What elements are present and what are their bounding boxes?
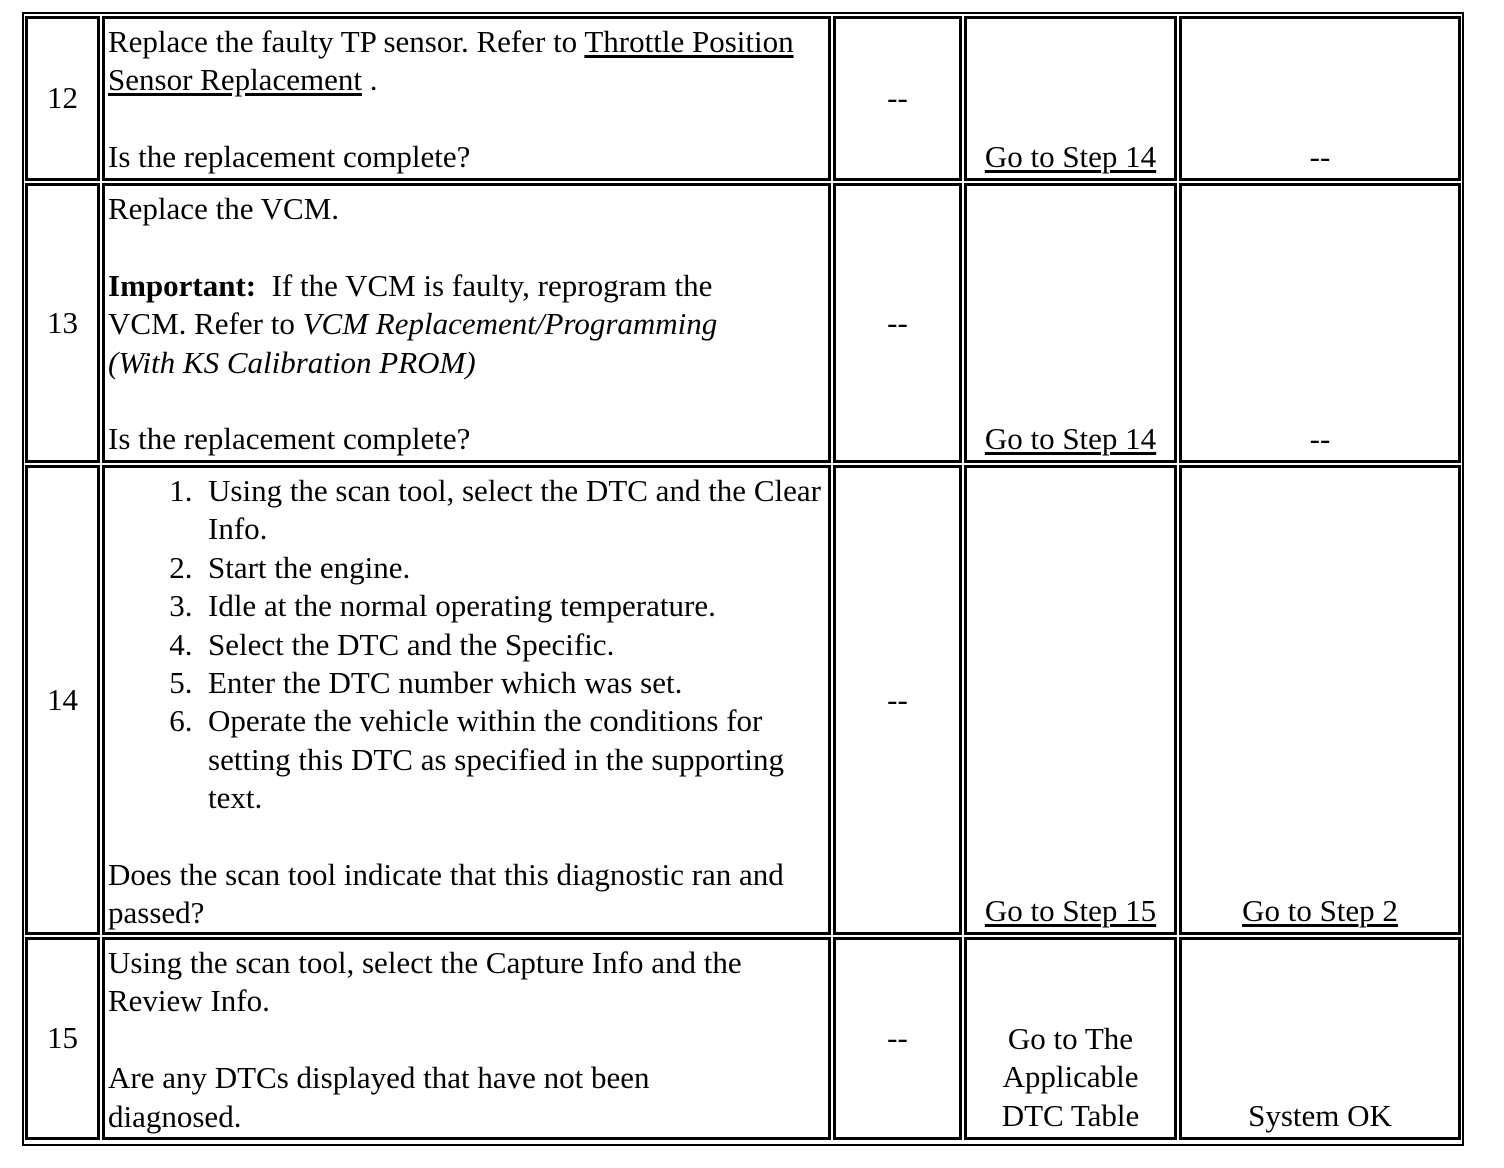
yes-cell — [964, 16, 1177, 181]
yes-text-line: Applicable — [1002, 1059, 1139, 1095]
step-question: Is the replacement complete? — [108, 421, 471, 457]
step-number-text: 13 — [47, 304, 78, 340]
step-question: Are any DTCs displayed that have not been diagnosed. — [108, 1060, 650, 1134]
dtc-table-reference — [1002, 1020, 1140, 1135]
no-cell — [1179, 937, 1461, 1140]
step-number — [25, 183, 100, 463]
yes-cell — [964, 465, 1177, 935]
step-description — [102, 183, 831, 463]
description-text: Replace the faulty TP sensor. Refer to — [108, 24, 585, 59]
list-item: 1. Using the scan tool, select the DTC and the Clear Info. — [208, 472, 828, 549]
description-text: . — [361, 62, 378, 98]
value-text: -- — [887, 304, 908, 340]
procedure-list — [108, 472, 828, 818]
step-question: Is the replacement complete? — [108, 139, 471, 175]
step-description — [102, 465, 831, 935]
go-to-step-15-link[interactable]: Go to Step 15 — [984, 892, 1157, 928]
value-text: -- — [887, 681, 908, 717]
no-cell — [1179, 183, 1461, 463]
yes-text-line: DTC Table — [1001, 1097, 1140, 1133]
no-cell — [1179, 465, 1461, 935]
value-cell — [833, 937, 962, 1140]
no-text: -- — [1309, 138, 1331, 174]
step-number-text: 14 — [47, 681, 78, 717]
value-text: -- — [887, 80, 908, 116]
list-item: 4. Select the DTC and the Specific. — [208, 626, 828, 664]
no-text: -- — [1309, 420, 1331, 456]
important-text: If the VCM is faulty, reprogram the VCM. Refer to — [108, 267, 720, 342]
description-text: Using the scan tool, select the Capture Info and the Review Info. — [108, 945, 742, 1019]
step-description — [102, 937, 831, 1140]
yes-text-line: Go to The — [1007, 1020, 1134, 1056]
step-number-text: 15 — [47, 1020, 78, 1056]
list-item: 5. Enter the DTC number which was set. — [208, 664, 828, 702]
list-item: 6. Operate the vehicle within the conditions for setting this DTC as specified in the supporting text. — [208, 702, 828, 817]
system-ok-text: System OK — [1248, 1097, 1392, 1133]
important-label: Important: — [108, 267, 257, 303]
go-to-step-2-link[interactable]: Go to Step 2 — [1242, 892, 1398, 928]
value-text: -- — [887, 1020, 908, 1056]
list-item: 3. Idle at the normal operating temperature. — [208, 587, 828, 625]
step-number — [25, 16, 100, 181]
value-cell — [833, 465, 962, 935]
list-item: 2. Start the engine. — [208, 549, 828, 587]
yes-cell — [964, 183, 1177, 463]
value-cell — [833, 16, 962, 181]
yes-cell — [964, 937, 1177, 1140]
value-cell — [833, 183, 962, 463]
description-text: Replace the VCM. — [108, 191, 340, 226]
step-description — [102, 16, 831, 181]
go-to-step-14-link[interactable]: Go to Step 14 — [984, 138, 1157, 174]
step-number — [25, 465, 100, 935]
step-number — [25, 937, 100, 1140]
go-to-step-14-link[interactable]: Go to Step 14 — [984, 420, 1157, 456]
no-cell — [1179, 16, 1461, 181]
throttle-sensor-replacement-link[interactable]: Throttle Position Sensor Replacement — [108, 24, 794, 98]
step-question: Does the scan tool indicate that this diagnostic ran and passed? — [108, 857, 784, 931]
vcm-programming-reference: VCM Replacement/Programming (With KS Calibration PROM) — [108, 306, 718, 380]
step-number-text: 12 — [47, 80, 78, 116]
